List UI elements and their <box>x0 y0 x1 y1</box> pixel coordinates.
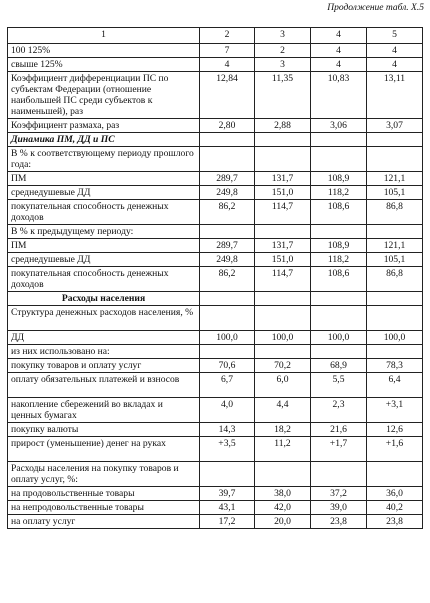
table-cell: 249,8 <box>200 253 255 267</box>
table-cell <box>255 292 311 306</box>
table-row <box>8 462 423 487</box>
table-cell <box>367 345 423 359</box>
table-cell <box>200 292 255 306</box>
table-cell: 2 <box>255 44 311 58</box>
table-cell: 4,0 <box>200 398 255 423</box>
row-label: из них использовано на: <box>8 345 200 359</box>
row-label: среднедушевые ДД <box>8 186 200 200</box>
table-cell: 38,0 <box>255 487 311 501</box>
table-cell: 37,2 <box>311 487 367 501</box>
row-label: покупку товаров и оплату услуг <box>8 359 200 373</box>
table-row <box>8 253 423 267</box>
table-row <box>8 186 423 200</box>
table-cell: 105,1 <box>367 253 423 267</box>
table-cell: 7 <box>200 44 255 58</box>
table-row <box>8 306 423 331</box>
row-label: Структура денежных расходов населения, % <box>8 306 200 331</box>
table-cell: 70,2 <box>255 359 311 373</box>
table-cell: 42,0 <box>255 501 311 515</box>
table-cell: +3,1 <box>367 398 423 423</box>
table-cell: 100,0 <box>200 331 255 345</box>
table-cell <box>367 133 423 147</box>
table-cell <box>255 147 311 172</box>
table-cell: 17,2 <box>200 515 255 529</box>
table-cell: 86,8 <box>367 200 423 225</box>
table-cell: 131,7 <box>255 239 311 253</box>
table-cell <box>200 345 255 359</box>
table-cell: +1,7 <box>311 437 367 462</box>
table-cell: 118,2 <box>311 253 367 267</box>
table-row <box>8 515 423 529</box>
table-cell <box>255 133 311 147</box>
table-row <box>8 200 423 225</box>
row-label: Коэффициент дифференциации ПС по субъектам Федерации (отношение наибольшей ПС среди субъектов к наименьшей), раз <box>8 72 200 119</box>
table-cell: 78,3 <box>367 359 423 373</box>
table-cell: 108,9 <box>311 239 367 253</box>
row-label: свыше 125% <box>8 58 200 72</box>
row-label: накопление сбережений во вкладах и ценных бумагах <box>8 398 200 423</box>
table-cell: 68,9 <box>311 359 367 373</box>
table-cell: 40,2 <box>367 501 423 515</box>
table-cell <box>200 225 255 239</box>
table-cell <box>255 345 311 359</box>
table-row <box>8 398 423 423</box>
table-cell: 108,6 <box>311 200 367 225</box>
table-cell: 3,06 <box>311 119 367 133</box>
table-cell: 4 <box>311 44 367 58</box>
table-cell: 131,7 <box>255 172 311 186</box>
table-cell: 289,7 <box>200 239 255 253</box>
table-cell <box>311 292 367 306</box>
row-label: Коэффициент размаха, раз <box>8 119 200 133</box>
table-cell: 18,2 <box>255 423 311 437</box>
table-cell: 86,8 <box>367 267 423 292</box>
table-cell: 100,0 <box>311 331 367 345</box>
table-row <box>8 147 423 172</box>
column-header: 3 <box>255 28 311 44</box>
row-label: среднедушевые ДД <box>8 253 200 267</box>
table-cell: 39,7 <box>200 487 255 501</box>
table-cell: 249,8 <box>200 186 255 200</box>
table-row <box>8 267 423 292</box>
row-label: покупательная способность денежных доходов <box>8 200 200 225</box>
table-cell: 151,0 <box>255 253 311 267</box>
row-label: прирост (уменьшение) денег на руках <box>8 437 200 462</box>
table-cell: 100,0 <box>367 331 423 345</box>
row-label: 100 125% <box>8 44 200 58</box>
table-cell <box>200 147 255 172</box>
row-label: ДД <box>8 331 200 345</box>
table-cell: 13,11 <box>367 72 423 119</box>
table-cell: 4 <box>311 58 367 72</box>
table-cell <box>311 306 367 331</box>
table-cell <box>367 292 423 306</box>
table-row <box>8 423 423 437</box>
table-cell <box>367 462 423 487</box>
table-row <box>8 225 423 239</box>
table-cell <box>367 147 423 172</box>
table-row <box>8 172 423 186</box>
table-cell: 108,6 <box>311 267 367 292</box>
table-cell: 11,2 <box>255 437 311 462</box>
table-cell <box>311 147 367 172</box>
table-cell: 105,1 <box>367 186 423 200</box>
table-cell: 11,35 <box>255 72 311 119</box>
table-cell: 23,8 <box>367 515 423 529</box>
table-row <box>8 437 423 462</box>
table-row <box>8 58 423 72</box>
column-header: 5 <box>367 28 423 44</box>
table-cell <box>255 225 311 239</box>
table-cell: 39,0 <box>311 501 367 515</box>
table-cell <box>255 462 311 487</box>
table-cell: 4,4 <box>255 398 311 423</box>
table-cell: 121,1 <box>367 172 423 186</box>
row-label: на непродовольственные товары <box>8 501 200 515</box>
table-cell: 43,1 <box>200 501 255 515</box>
table-row <box>8 133 423 147</box>
table-header-row <box>8 28 423 44</box>
table-row <box>8 119 423 133</box>
table-cell <box>200 462 255 487</box>
row-label: на оплату услуг <box>8 515 200 529</box>
table-row <box>8 487 423 501</box>
table-cell: 118,2 <box>311 186 367 200</box>
table-cell: 3 <box>255 58 311 72</box>
table-cell: 2,80 <box>200 119 255 133</box>
table-cell: 108,9 <box>311 172 367 186</box>
column-header: 2 <box>200 28 255 44</box>
table-row <box>8 345 423 359</box>
table-cell <box>200 306 255 331</box>
table-cell: 2,3 <box>311 398 367 423</box>
table-row <box>8 239 423 253</box>
table-cell: 36,0 <box>367 487 423 501</box>
table-cell: 70,6 <box>200 359 255 373</box>
table-cell: 100,0 <box>255 331 311 345</box>
table-row <box>8 331 423 345</box>
table-cell: 5,5 <box>311 373 367 398</box>
table-cell: 4 <box>200 58 255 72</box>
table-cell: 20,0 <box>255 515 311 529</box>
table-cell: 12,6 <box>367 423 423 437</box>
table-cell: 3,07 <box>367 119 423 133</box>
row-label: ПМ <box>8 172 200 186</box>
table-cell: 2,88 <box>255 119 311 133</box>
row-label: оплату обязательных платежей и взносов <box>8 373 200 398</box>
row-label: Расходы населения на покупку товаров и оплату услуг, %: <box>8 462 200 487</box>
table-row <box>8 72 423 119</box>
table-cell: 4 <box>367 44 423 58</box>
data-table <box>7 27 423 529</box>
row-label: Расходы населения <box>8 292 200 306</box>
table-cell: 289,7 <box>200 172 255 186</box>
table-cell <box>367 225 423 239</box>
table-caption: Продолжение табл. X.5 <box>327 3 424 13</box>
table-cell: 121,1 <box>367 239 423 253</box>
table-cell: 151,0 <box>255 186 311 200</box>
table-cell: 21,6 <box>311 423 367 437</box>
table-cell: 23,8 <box>311 515 367 529</box>
table-cell <box>311 225 367 239</box>
table-row <box>8 373 423 398</box>
table-cell: +3,5 <box>200 437 255 462</box>
table-cell <box>255 306 311 331</box>
row-label: ПМ <box>8 239 200 253</box>
row-label: покупку валюты <box>8 423 200 437</box>
table-cell <box>311 133 367 147</box>
row-label: В % к предыдущему периоду: <box>8 225 200 239</box>
table-cell: 4 <box>367 58 423 72</box>
table-cell: 6,0 <box>255 373 311 398</box>
table-cell <box>200 133 255 147</box>
table-cell <box>311 345 367 359</box>
table-cell: 14,3 <box>200 423 255 437</box>
table-cell: 12,84 <box>200 72 255 119</box>
row-label: покупательная способность денежных доходов <box>8 267 200 292</box>
column-header: 4 <box>311 28 367 44</box>
table-cell: +1,6 <box>367 437 423 462</box>
table-cell: 86,2 <box>200 267 255 292</box>
column-header: 1 <box>8 28 200 44</box>
table-row <box>8 292 423 306</box>
table-cell: 114,7 <box>255 267 311 292</box>
table-row <box>8 501 423 515</box>
row-label: Динамика ПМ, ДД и ПС <box>8 133 200 147</box>
table-cell: 86,2 <box>200 200 255 225</box>
table-cell: 114,7 <box>255 200 311 225</box>
table-row <box>8 44 423 58</box>
table-row <box>8 359 423 373</box>
table-cell: 6,7 <box>200 373 255 398</box>
row-label: на продовольственные товары <box>8 487 200 501</box>
table-cell <box>311 462 367 487</box>
table-cell <box>367 306 423 331</box>
row-label: В % к соответствующему периоду прошлого года: <box>8 147 200 172</box>
table-cell: 6,4 <box>367 373 423 398</box>
table-cell: 10,83 <box>311 72 367 119</box>
